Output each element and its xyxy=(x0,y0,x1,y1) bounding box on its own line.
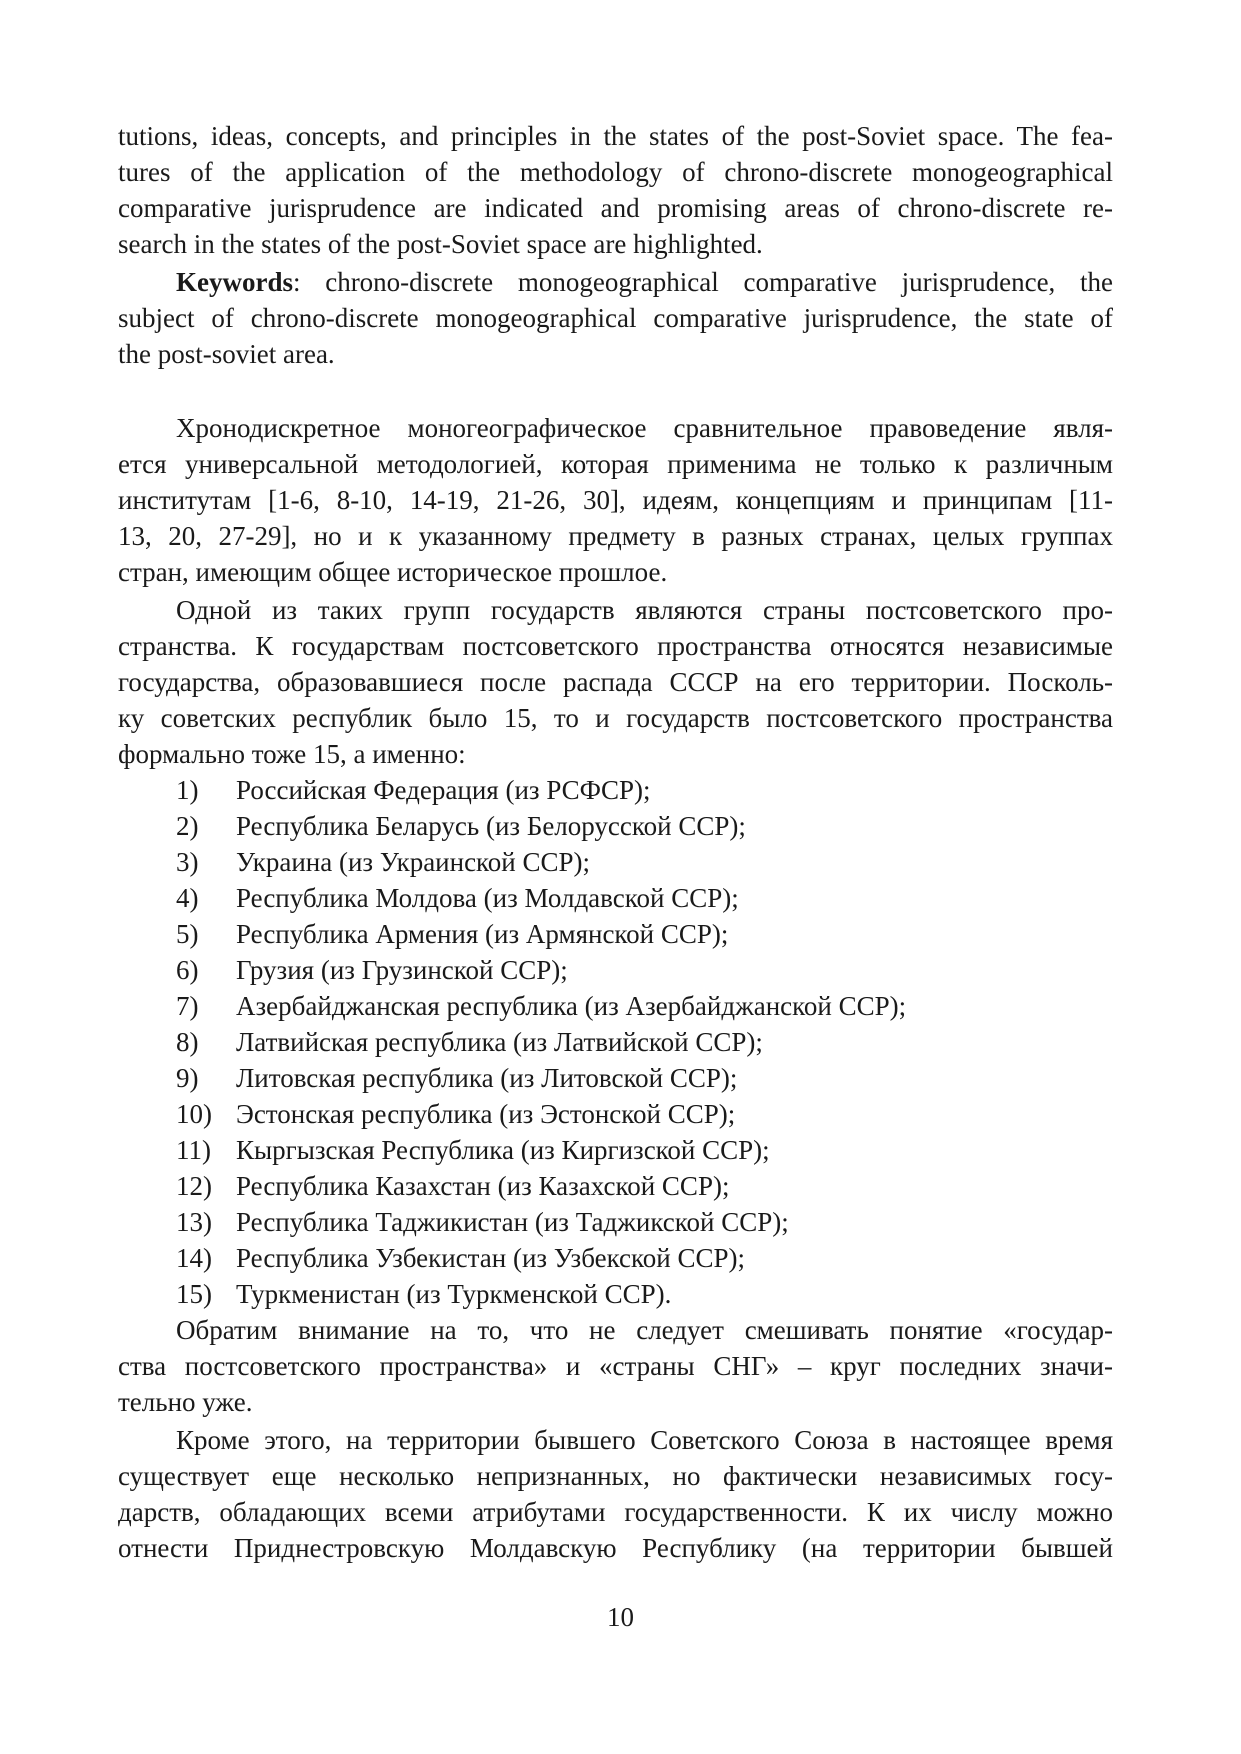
text-line: Обратим внимание на то, что не следует смешивать понятие «государ- xyxy=(176,1315,1113,1345)
page-number: 10 xyxy=(607,1602,634,1632)
text-line: ства постсоветского пространства» и «страны СНГ» – круг последних значи- xyxy=(118,1351,1113,1381)
text-line: дарств, обладающих всеми атрибутами государственности. К их числу можно xyxy=(118,1497,1113,1527)
keywords-label: Keywords xyxy=(176,267,293,297)
list-text: Грузия (из Грузинской ССР); xyxy=(236,955,568,985)
list-text: Республика Узбекистан (из Узбекской ССР); xyxy=(236,1243,745,1273)
list-text: Республика Беларусь (из Белорусской ССР); xyxy=(236,811,746,841)
list-text: Республика Таджикистан (из Таджикской ССР); xyxy=(236,1207,789,1237)
text-line: tutions, ideas, concepts, and principles in the states of the post-Soviet space. The fea- xyxy=(118,121,1113,151)
list-number: 11) xyxy=(176,1135,211,1165)
text-line: comparative jurisprudence are indicated and promising areas of chrono-discrete re- xyxy=(118,193,1113,223)
list-text: Республика Казахстан (из Казахской ССР); xyxy=(236,1171,730,1201)
text-line: формально тоже 15, а именно: xyxy=(118,739,466,769)
text-line xyxy=(118,264,1113,300)
text-line: Кроме этого, на территории бывшего Советского Союза в настоящее время xyxy=(176,1425,1113,1455)
text-line: институтам [1-6, 8-10, 14-19, 21-26, 30], идеям, концепциям и принципам [11- xyxy=(118,485,1113,515)
list-text: Республика Армения (из Армянской ССР); xyxy=(236,919,729,949)
list-number: 9) xyxy=(176,1063,199,1093)
list-number: 2) xyxy=(176,811,199,841)
list-text: Российская Федерация (из РСФСР); xyxy=(236,775,651,805)
list-text: Украина (из Украинской ССР); xyxy=(236,847,591,877)
text-line: существует еще несколько непризнанных, но фактически независимых госу- xyxy=(118,1461,1113,1491)
list-text: Республика Молдова (из Молдавской ССР); xyxy=(236,883,739,913)
text-line: Одной из таких групп государств являются страны постсоветского про- xyxy=(176,595,1113,625)
list-number: 13) xyxy=(176,1207,212,1237)
text-line: tures of the application of the methodology of chrono-discrete monogeographical xyxy=(118,157,1113,187)
text-line: Хронодискретное моногеографическое сравнительное правоведение явля- xyxy=(176,413,1113,443)
text-line: the post-soviet area. xyxy=(118,339,335,369)
list-number: 4) xyxy=(176,883,199,913)
text-line: ется универсальной методологией, которая применима не только к различным xyxy=(118,449,1113,479)
list-text: Туркменистан (из Туркменской ССР). xyxy=(236,1279,672,1309)
list-number: 1) xyxy=(176,775,199,805)
text-line: государства, образовавшиеся после распада СССР на его территории. Посколь- xyxy=(118,667,1113,697)
list-text: Литовская республика (из Литовской ССР); xyxy=(236,1063,738,1093)
list-number: 7) xyxy=(176,991,199,1021)
list-number: 12) xyxy=(176,1171,212,1201)
text-line: странства. К государствам постсоветского пространства относятся независимые xyxy=(118,631,1113,661)
text-line: стран, имеющим общее историческое прошлое. xyxy=(118,557,668,587)
list-number: 15) xyxy=(176,1279,212,1309)
text-line: тельно уже. xyxy=(118,1387,253,1417)
list-number: 5) xyxy=(176,919,199,949)
list-text: Азербайджанская республика (из Азербайджанской ССР); xyxy=(236,991,907,1021)
text-line: subject of chrono-discrete monogeographical comparative jurisprudence, the state of xyxy=(118,303,1113,333)
list-text: Эстонская республика (из Эстонской ССР); xyxy=(236,1099,736,1129)
list-number: 10) xyxy=(176,1099,212,1129)
text-line: отнести Приднестровскую Молдавскую Республику (на территории бывшей xyxy=(118,1533,1113,1563)
list-number: 6) xyxy=(176,955,199,985)
text-line: 13, 20, 27-29], но и к указанному предмету в разных странах, целых группах xyxy=(118,521,1113,551)
text-line: search in the states of the post-Soviet space are highlighted. xyxy=(118,229,763,259)
list-number: 14) xyxy=(176,1243,212,1273)
keywords-text: : chrono-discrete monogeographical comparative jurisprudence, the xyxy=(293,267,1113,297)
list-number: 3) xyxy=(176,847,199,877)
list-text: Кыргызская Республика (из Киргизской ССР); xyxy=(236,1135,770,1165)
text-line: ку советских республик было 15, то и государств постсоветского пространства xyxy=(118,703,1113,733)
list-number: 8) xyxy=(176,1027,199,1057)
list-text: Латвийская республика (из Латвийской ССР); xyxy=(236,1027,763,1057)
